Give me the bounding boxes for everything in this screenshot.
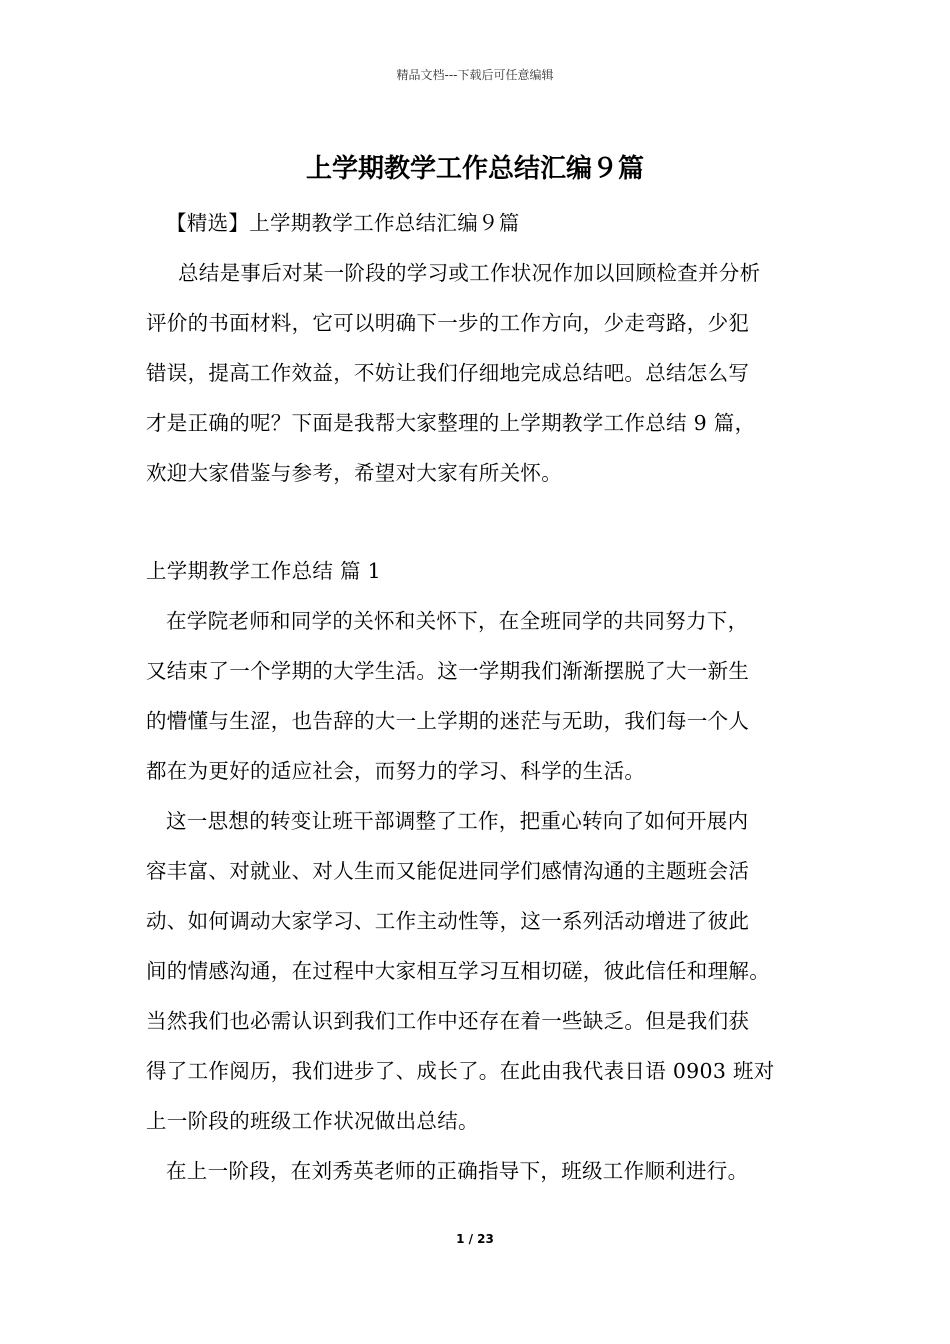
paragraph-line: 在学院老师和同学的关怀和关怀下，在全班同学的共同努力下， xyxy=(166,609,749,633)
paragraph-line: 动、如何调动大家学习、工作主动性等，这一系列活动增进了彼此 xyxy=(146,909,750,933)
paragraph-line: 上一阶段的班级工作状况做出总结。 xyxy=(146,1109,479,1133)
intro-line: 总结是事后对某一阶段的学习或工作状况作加以回顾检查并分析 xyxy=(178,261,761,285)
intro-line: 欢迎大家借鉴与参考，希望对大家有所关怀。 xyxy=(146,461,562,485)
document-title: 上学期教学工作总结汇编９篇 xyxy=(305,154,644,184)
document-body xyxy=(146,206,806,1204)
paragraph-gap xyxy=(146,506,806,554)
intro-line: 评价的书面材料，它可以明确下一步的工作方向，少走弯路，少犯 xyxy=(146,311,750,335)
intro-line: 错误，提高工作效益，不妨让我们仔细地完成总结吧。总结怎么写 xyxy=(146,361,750,385)
paragraph-line: 得了工作阅历，我们进步了、成长了。在此由我代表日语 0903 班对 xyxy=(146,1059,775,1083)
paragraph-line: 又结束了一个学期的大学生活。这一学期我们渐渐摆脱了大一新生 xyxy=(146,659,750,683)
paragraph-line: 在上一阶段，在刘秀英老师的正确指导下，班级工作顺利进行。 xyxy=(166,1159,749,1183)
paragraph-line: 间的情感沟通，在过程中大家相互学习互相切磋，彼此信任和理解。 xyxy=(146,959,770,983)
paragraph-line: 容丰富、对就业、对人生而又能促进同学们感情沟通的主题班会活 xyxy=(146,859,750,883)
paragraph-line: 这一思想的转变让班干部调整了工作，把重心转向了如何开展内 xyxy=(166,809,749,833)
paragraph-line: 都在为更好的适应社会，而努力的学习、科学的生活。 xyxy=(146,759,646,783)
section-heading: 上学期教学工作总结 篇 1 xyxy=(146,559,381,583)
page-header-note: 精品文档---下载后可任意编辑 xyxy=(396,68,554,82)
document-subtitle: 【精选】上学期教学工作总结汇编９篇 xyxy=(166,211,520,235)
intro-line: 才是正确的呢？下面是我帮大家整理的上学期教学工作总结 9 篇， xyxy=(146,411,756,435)
paragraph-line: 当然我们也必需认识到我们工作中还存在着一些缺乏。但是我们获 xyxy=(146,1009,750,1033)
paragraph-line: 的懵懂与生涩，也告辞的大一上学期的迷茫与无助，我们每一个人 xyxy=(146,709,750,733)
page-indicator: 1 / 23 xyxy=(456,1232,494,1246)
